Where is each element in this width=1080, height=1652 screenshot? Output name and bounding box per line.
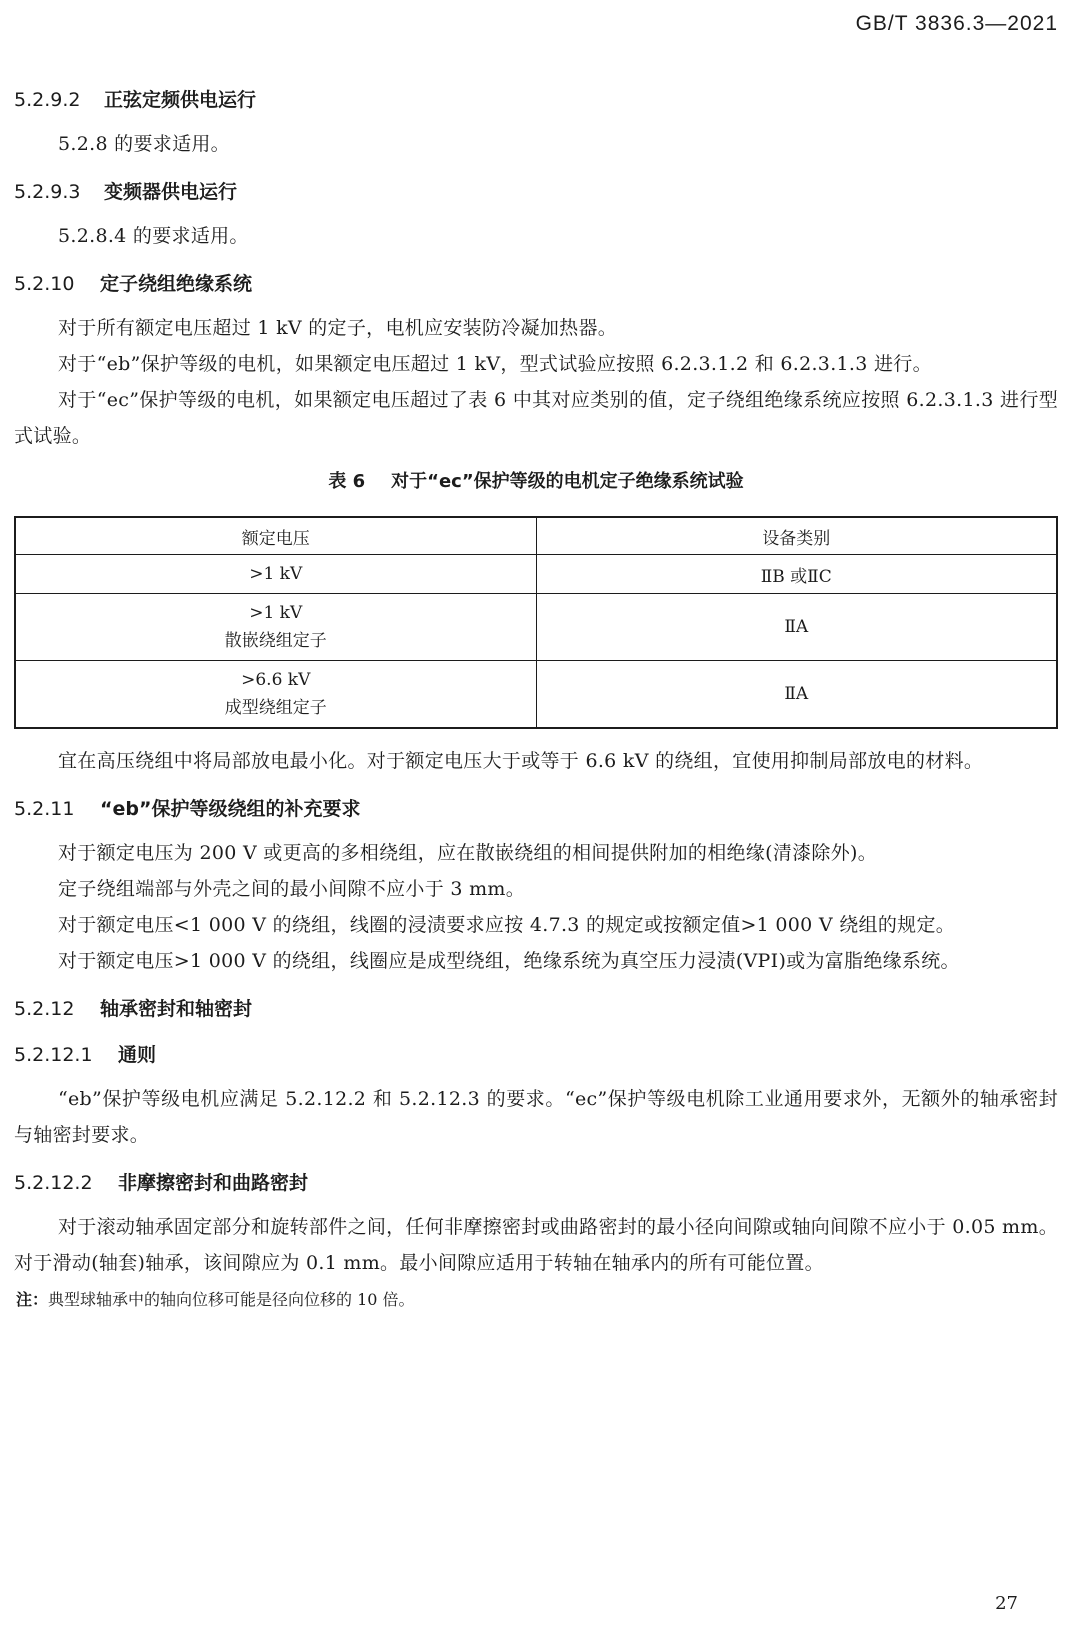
section-title: 轴承密封和轴密封 [100,998,253,1020]
paragraph: 对于额定电压<1 000 V 的绕组，线圈的浸渍要求应按 4.7.3 的规定或按额定值>1 000 V 绕组的规定。 [58,914,956,936]
section-title: 定子绕组绝缘系统 [100,273,253,295]
section-number: 5.2.9.3 [14,181,81,203]
voltage-value: >1 kV [249,564,303,584]
table-number: 表 6 [328,471,366,492]
cell-equipment-group: ⅡB 或ⅡC [536,555,1057,594]
table-header-row [15,517,1057,555]
cell-rated-voltage [15,555,536,594]
winding-type: 成型绕组定子 [224,698,327,718]
cell-equipment-group: ⅡA [536,594,1057,661]
winding-type: 散嵌绕组定子 [224,631,327,651]
paragraph: 定子绕组端部与外壳之间的最小间隙不应小于 3 mm。 [58,878,526,900]
section-title: 通则 [118,1044,157,1066]
cell-equipment-group: ⅡA [536,661,1057,729]
paragraph: 5.2.8.4 的要求适用。 [58,225,249,247]
document-body [14,84,1058,1315]
cell-rated-voltage [15,661,536,729]
paragraph: 对于滚动轴承固定部分和旋转部件之间，任何非摩擦密封或曲路密封的最小径向间隙或轴向间隙不应小于 0.05 mm。对于滑动(轴套)轴承，该间隙应为 0.1 mm。最小间隙应适用于转轴在轴承内的所有可能位置。 [14,1216,1058,1274]
section-number: 5.2.12.1 [14,1044,93,1066]
section-number: 5.2.11 [14,798,75,820]
section-number: 5.2.9.2 [14,89,81,111]
table-title: 对于“ec”保护等级的电机定子绝缘系统试验 [391,471,744,492]
table-row [15,594,1057,661]
standard-number: GB/T 3836.3—2021 [855,12,1058,35]
paragraph: 对于“ec”保护等级的电机，如果额定电压超过了表 6 中其对应类别的值，定子绕组绝缘系统应按照 6.2.3.1.3 进行型式试验。 [14,389,1058,447]
section-heading-5-2-12-1 [14,1039,1058,1071]
paragraph: “eb”保护等级电机应满足 5.2.12.2 和 5.2.12.3 的要求。“ec”保护等级电机除工业通用要求外，无额外的轴承密封与轴密封要求。 [14,1088,1058,1146]
section-number: 5.2.12.2 [14,1172,93,1194]
column-header-equipment-group: 设备类别 [536,517,1057,555]
section-number: 5.2.10 [14,273,75,295]
section-title: “eb”保护等级绕组的补充要求 [100,798,361,820]
section-heading-5-2-9-2 [14,84,1058,116]
paragraph: 对于所有额定电压超过 1 kV 的定子，电机应安装防冷凝加热器。 [58,317,618,339]
table-caption [14,466,1058,498]
paragraph: 5.2.8 的要求适用。 [58,133,230,155]
paragraph: 对于额定电压为 200 V 或更高的多相绕组，应在散嵌绕组的相间提供附加的相绝缘(清漆除外)。 [58,842,878,864]
paragraph: 对于额定电压>1 000 V 的绕组，线圈应是成型绕组，绝缘系统为真空压力浸渍(VPI)或为富脂绝缘系统。 [58,950,960,972]
section-heading-5-2-9-3 [14,176,1058,208]
section-heading-5-2-11 [14,793,1058,825]
page-number: 27 [995,1593,1018,1614]
note [16,1285,1058,1315]
table-row [15,555,1057,594]
section-number: 5.2.12 [14,998,75,1020]
paragraph: 宜在高压绕组中将局部放电最小化。对于额定电压大于或等于 6.6 kV 的绕组，宜使用抑制局部放电的材料。 [58,750,984,772]
ec-insulation-test-table [14,516,1058,729]
section-title: 变频器供电运行 [104,181,238,203]
section-heading-5-2-12-2 [14,1167,1058,1199]
note-text: 典型球轴承中的轴向位移可能是径向位移的 10 倍。 [48,1290,415,1309]
table-row [15,661,1057,729]
section-title: 非摩擦密封和曲路密封 [118,1172,309,1194]
note-label: 注： [16,1290,49,1309]
section-heading-5-2-10 [14,268,1058,300]
section-heading-5-2-12 [14,993,1058,1025]
paragraph: 对于“eb”保护等级的电机，如果额定电压超过 1 kV，型式试验应按照 6.2.3.1.2 和 6.2.3.1.3 进行。 [58,353,932,375]
column-header-rated-voltage: 额定电压 [15,517,536,555]
voltage-value: >6.6 kV [241,670,311,690]
section-title: 正弦定频供电运行 [104,89,257,111]
cell-rated-voltage [15,594,536,661]
voltage-value: >1 kV [249,603,303,623]
